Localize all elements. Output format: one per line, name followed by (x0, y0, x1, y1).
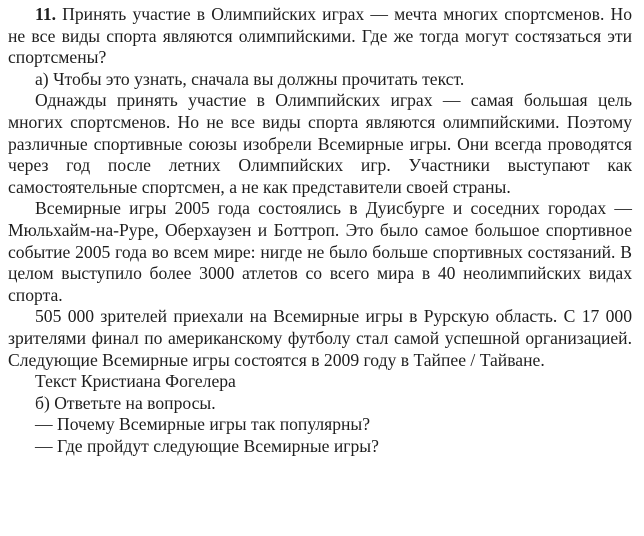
text-author: Текст Кристиана Фогелера (35, 371, 236, 392)
exercise-intro-text: Принять участие в Олимпийских играх — мечта многих спортсменов. Но не все виды спорта являются олимпийскими. Где же тогда могут состязаться эти спортсмены? (8, 4, 632, 68)
exercise-number: 11. (35, 4, 57, 24)
task-b: б) Ответьте на вопросы. (35, 392, 216, 413)
question-2: — Где пройдут следующие Всемирные игры? (35, 435, 379, 456)
question-1: — Почему Всемирные игры так популярны? (35, 414, 371, 435)
task-a: а) Чтобы это узнать, сначала вы должны прочитать текст. (35, 68, 465, 89)
exercise-intro (8, 4, 632, 69)
text-paragraph-3: 505 000 зрителей приехали на Всемирные игры в Рурскую область. С 17 000 зрителями финал по американскому футболу стал самой успешной организацией. Следующие Всемирные игры состоятся в 2009 году в Тайпее / Тайване. (8, 306, 632, 370)
text-paragraph-2: Всемирные игры 2005 года состоялись в Дуисбурге и соседних городах — Мюльхайм-на-Руре, Оберхаузен и Боттроп. Это было самое большое спортивное событие 2005 года во всем мире: нигде не было больше спортивных состязаний. В целом выступило более 3000 атлетов со всего мира в 40 неолимпийских видах спорта. (8, 198, 632, 305)
text-paragraph-1: Однажды принять участие в Олимпийских играх — самая большая цель многих спортсменов. Но не все виды спорта являются олимпийскими. Поэтому различные спортивные союзы изобрели Всемирные игры. Они всегда проводятся через год после летних Олимпийских игр. Участники выступают как самостоятельные спортсмен, а не как представители своей страны. (8, 90, 632, 197)
